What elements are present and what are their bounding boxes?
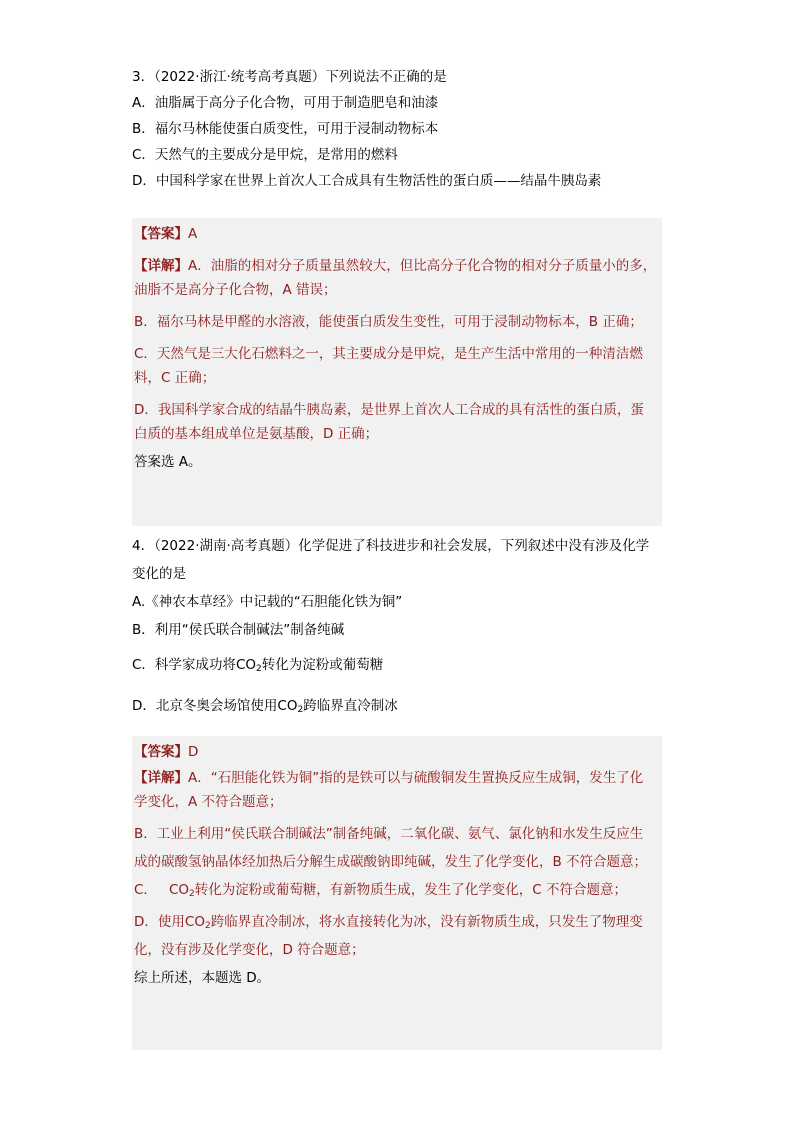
question-3-detail-line <box>132 254 662 278</box>
formula-subscript: 2 <box>297 705 304 715</box>
question-4-option-a: A.《神农本草经》中记载的“石胆能化铁为铜” <box>132 594 403 610</box>
detail-text: 学变化，A 不符合题意； <box>134 794 283 810</box>
question-3-conclusion: 答案选 A。 <box>134 454 202 470</box>
detail-text: 白质的基本组成单位是氨基酸，D 正确； <box>134 426 379 442</box>
question-3-answer-line <box>132 222 662 246</box>
detail-text: A．“石胆能化铁为铜”指的是铁可以与硫酸铜发生置换反应生成铜，发生了化 <box>188 770 644 786</box>
detail-text: D．我国科学家合成的结晶牛胰岛素，是世界上首次人工合成的具有活性的蛋白质，蛋 <box>134 402 644 418</box>
question-4-answer-block <box>132 736 662 1050</box>
formula-co: CO <box>277 698 298 714</box>
answer-value: A <box>188 226 198 242</box>
option-text: 转化为淀粉或葡萄糖 <box>261 657 384 673</box>
detail-text: 转化为淀粉或葡萄糖，有新物质生成，发生了化学变化，C 不符合题意； <box>194 882 627 898</box>
question-3-option-a: A．油脂属于高分子化合物，可用于制造肥皂和油漆 <box>132 95 439 111</box>
detail-text <box>132 910 662 938</box>
detail-text: C．天然气是三大化石燃料之一，其主要成分是甲烷，是生产生活中常用的一种清洁燃 <box>134 346 643 362</box>
formula-subscript: 2 <box>204 921 211 931</box>
formula-co: CO <box>184 914 205 930</box>
question-4 <box>132 532 662 726</box>
detail-text: 跨临界直冷制冰，将水直接转化为冰，没有新物质生成，只发生了物理变 <box>210 914 643 930</box>
question-4-conclusion: 综上所述，本题选 D。 <box>134 970 271 986</box>
option-text: C．科学家成功将 <box>132 657 236 673</box>
formula-co: CO <box>235 657 256 673</box>
option-text: D．北京冬奥会场馆使用 <box>132 698 278 714</box>
detail-text: 料，C 正确； <box>134 370 216 386</box>
answer-value: D <box>188 744 199 760</box>
question-4-option-d <box>132 686 662 726</box>
detail-text: B．工业上利用“侯氏联合制碱法”制备纯碱，二氧化碳、氨气、氯化钠和水发生反应生 <box>134 826 644 842</box>
question-4-answer-line <box>132 740 662 764</box>
question-3-answer-block <box>132 218 662 526</box>
question-3-option-b: B．福尔马林能使蛋白质变性，可用于浸制动物标本 <box>132 121 439 137</box>
formula-co: CO <box>168 882 189 898</box>
answer-tag: 【答案】 <box>134 226 188 242</box>
formula-subscript: 2 <box>256 664 262 674</box>
detail-text: 成的碳酸氢钠晶体经加热后分解生成碳酸钠即纯碱，发生了化学变化，B 不符合题意； <box>134 854 648 870</box>
detail-text: 油脂不是高分子化合物，A 错误； <box>134 282 337 298</box>
detail-text: C． <box>134 882 157 898</box>
option-text: 跨临界直冷制冰 <box>303 698 398 714</box>
detail-text: A．油脂的相对分子质量虽然较大，但比高分子化合物的相对分子质量小的多， <box>188 258 657 274</box>
question-4-option-b: B．利用“侯氏联合制碱法”制备纯碱 <box>132 622 345 638</box>
question-4-stem-line-1: 4．（2022·湖南·高考真题）化学促进了科技进步和社会发展，下列叙述中没有涉及化学 <box>132 538 650 554</box>
question-4-stem-line-2: 变化的是 <box>132 566 186 582</box>
detail-text: D．使用 <box>134 914 185 930</box>
question-3 <box>132 64 662 194</box>
detail-text: 化，没有涉及化学变化，D 符合题意； <box>134 942 365 958</box>
detail-tag: 【详解】 <box>134 770 188 786</box>
question-4-option-c <box>132 644 662 686</box>
detail-text <box>132 878 662 906</box>
question-3-option-d: D．中国科学家在世界上首次人工合成具有生物活性的蛋白质——结晶牛胰岛素 <box>132 173 602 189</box>
answer-tag: 【答案】 <box>134 744 188 760</box>
question-4-detail-line <box>132 766 662 790</box>
detail-text: B．福尔马林是甲醛的水溶液，能使蛋白质发生变性，可用于浸制动物标本，B 正确； <box>134 314 643 330</box>
question-3-stem: 3．（2022·浙江·统考高考真题）下列说法不正确的是 <box>132 69 447 85</box>
question-3-option-c: C．天然气的主要成分是甲烷，是常用的燃料 <box>132 147 398 163</box>
detail-tag: 【详解】 <box>134 258 188 274</box>
formula-subscript: 2 <box>189 889 195 899</box>
